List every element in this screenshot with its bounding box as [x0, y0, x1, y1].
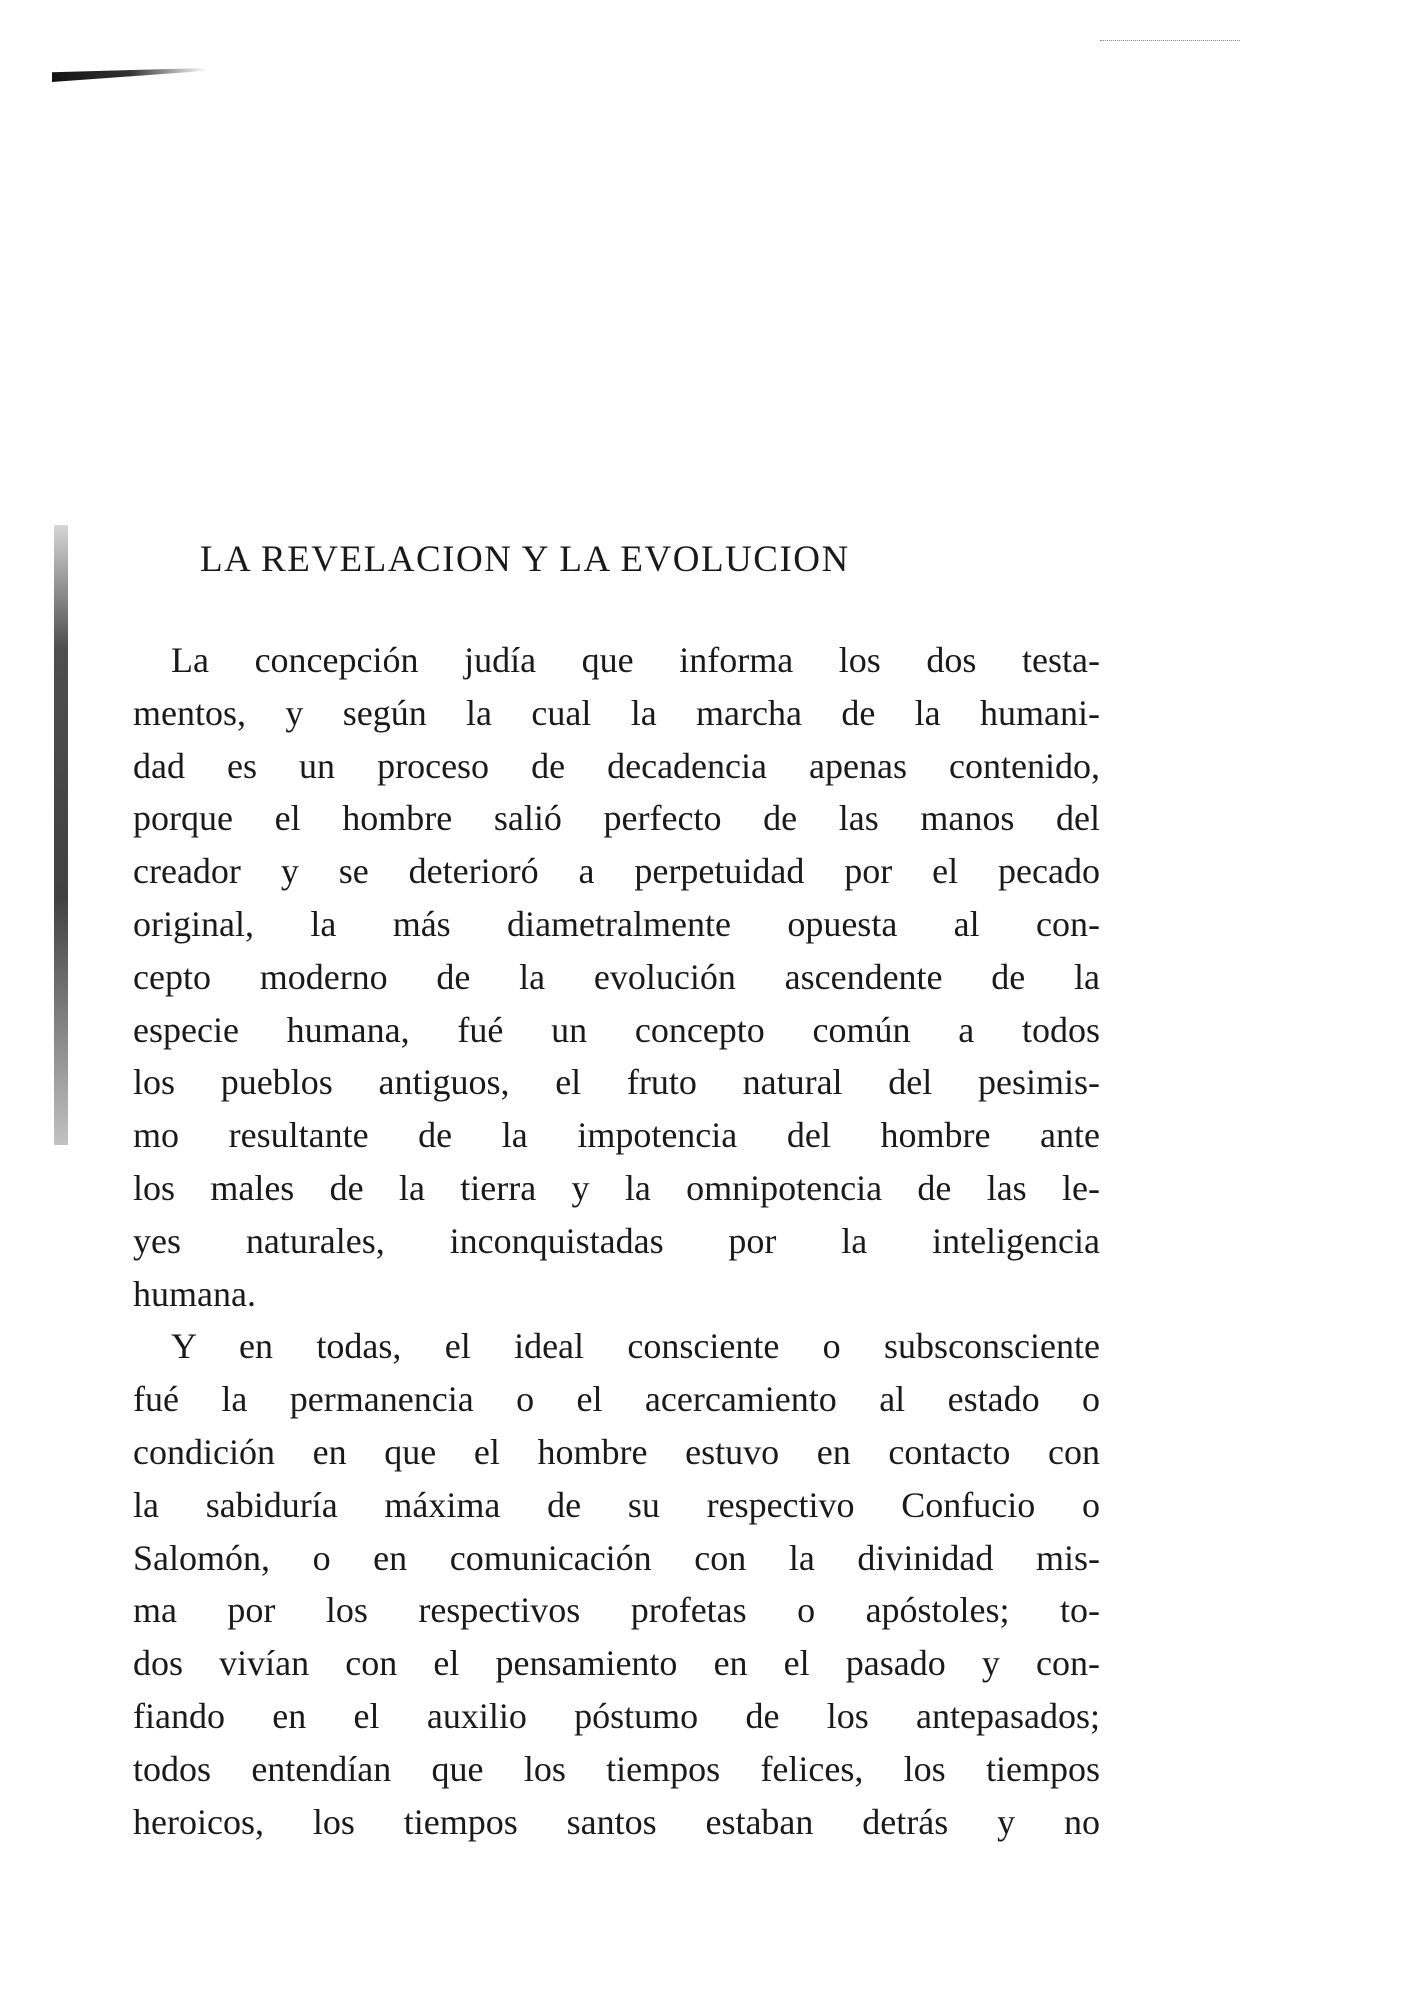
- scan-edge-shadow: [54, 525, 68, 1145]
- body-text: [133, 634, 1100, 1848]
- text-line: cepto moderno de la evolución ascendente de la: [133, 956, 1100, 997]
- text-line: todos entendían que los tiempos felices, los tiempos: [133, 1748, 1100, 1789]
- text-line: especie humana, fué un concepto común a todos: [133, 1009, 1100, 1050]
- text-line: Y en todas, el ideal consciente o subsconsciente: [171, 1326, 1100, 1367]
- text-line: fué la permanencia o el acercamiento al estado o: [133, 1379, 1100, 1420]
- text-line: humana.: [133, 1273, 256, 1314]
- text-line: los males de la tierra y la omnipotencia de las le-: [133, 1167, 1100, 1208]
- scan-smear: [52, 68, 207, 82]
- text-line: mo resultante de la impotencia del hombre ante: [133, 1115, 1100, 1156]
- text-line: condición en que el hombre estuvo en contacto con: [133, 1431, 1100, 1472]
- text-line: los pueblos antiguos, el fruto natural del pesimis-: [133, 1062, 1100, 1103]
- text-line: Salomón, o en comunicación con la divinidad mis-: [133, 1537, 1100, 1578]
- text-line: creador y se deterioró a perpetuidad por el pecado: [133, 851, 1100, 892]
- text-line: la sabiduría máxima de su respectivo Confucio o: [133, 1484, 1100, 1525]
- text-line: dad es un proceso de decadencia apenas contenido,: [133, 745, 1100, 786]
- text-line: La concepción judía que informa los dos testa-: [171, 640, 1100, 680]
- text-line: dos vivían con el pensamiento en el pasado y con-: [133, 1643, 1100, 1684]
- scan-mark: [1100, 40, 1240, 41]
- text-line: porque el hombre salió perfecto de las manos del: [133, 798, 1100, 839]
- text-line: fiando en el auxilio póstumo de los antepasados;: [133, 1695, 1100, 1736]
- text-line: mentos, y según la cual la marcha de la humani-: [133, 692, 1100, 733]
- text-line: heroicos, los tiempos santos estaban detrás y no: [133, 1801, 1100, 1842]
- text-line: ma por los respectivos profetas o apóstoles; to-: [133, 1590, 1100, 1631]
- text-line: original, la más diametralmente opuesta al con-: [133, 903, 1100, 944]
- text-line: yes naturales, inconquistadas por la inteligencia: [133, 1220, 1100, 1261]
- chapter-title: LA REVELACION Y LA EVOLUCION: [200, 539, 850, 580]
